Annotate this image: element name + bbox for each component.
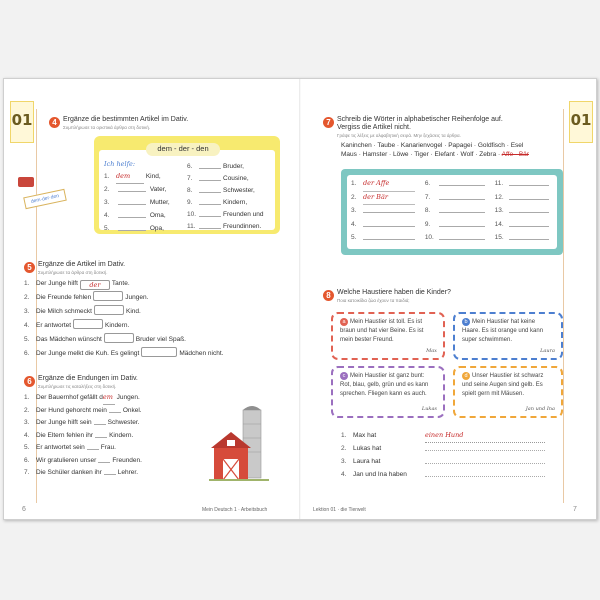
answer-field[interactable] xyxy=(425,442,545,451)
answer-field[interactable]: der xyxy=(80,280,110,290)
answer-field[interactable] xyxy=(425,455,545,464)
answer-field[interactable] xyxy=(363,218,415,227)
ex7-row-4: 4. 9. 14. xyxy=(351,218,555,232)
answer-field[interactable]: em xyxy=(103,391,115,405)
lesson-tab-left: 01 xyxy=(10,101,34,143)
footer-right: Lektion 01 · die Tierwelt xyxy=(313,507,366,513)
answer-field[interactable] xyxy=(363,204,415,213)
answer-field[interactable] xyxy=(439,177,485,186)
ex5-item-6: 6. Der Junge melkt die Kuh. Es gelingt Mädchen nicht. xyxy=(24,347,284,361)
ex4-item-4: 4. Oma, xyxy=(104,209,184,222)
ex5-item-5: 5. Das Mädchen wünscht Bruder viel Spaß. xyxy=(24,333,284,347)
answer-field[interactable] xyxy=(141,347,177,357)
exercise-4-col2 xyxy=(187,160,279,232)
barn-illustration xyxy=(209,404,274,484)
pet-card-a: a Mein Haustier ist toll. Es ist braun und hat vier Beine. Es ist mein bester Freund. Max xyxy=(331,312,445,360)
answer-field[interactable] xyxy=(93,291,123,301)
signpost-illustration xyxy=(12,175,70,209)
exercise-6-number: 6 xyxy=(24,376,35,387)
answer-field[interactable] xyxy=(118,209,146,218)
ex8-answer-4: 4. Jan und Ina haben xyxy=(341,468,561,481)
ex6-item-3: 3. Der Junge hilft sein Schwester. xyxy=(24,416,204,429)
answer-field[interactable] xyxy=(439,231,485,240)
ex5-item-3: 3. Die Milch schmeckt Kind. xyxy=(24,305,284,319)
left-page xyxy=(4,79,299,519)
pet-card-d: d Unser Haustier ist schwarz und seine Augen sind gelb. Es spielt gern mit Mäusen. Jan und Ina xyxy=(453,366,563,418)
answer-field[interactable]: der Affe xyxy=(363,177,415,192)
exercise-5-list xyxy=(24,277,284,361)
exercise-8-number: 8 xyxy=(323,290,334,301)
answer-field[interactable] xyxy=(439,204,485,213)
answer-field[interactable] xyxy=(509,177,549,186)
word-bank: Kaninchen · Taube · Kanarienvogel · Papagei · Goldfisch · Esel Maus · Hamster · Löwe · Tiger · Elefant · Wolf · Zebra · Affe · Bär xyxy=(341,142,529,158)
right-page xyxy=(301,79,596,519)
exercise-4-number: 4 xyxy=(49,117,60,128)
answer-field[interactable] xyxy=(509,191,549,200)
ex6-item-7: 7. Die Schüler danken ihr Lehrer. xyxy=(24,466,204,479)
page-number-right: 7 xyxy=(573,506,577,513)
page-number-left: 6 xyxy=(22,506,26,513)
answer-field[interactable] xyxy=(199,184,221,193)
exercise-5-subtitle: Συμπλήρωσε τα άρθρα στη δοτική. xyxy=(38,270,108,275)
answer-field[interactable] xyxy=(98,454,110,463)
ex6-item-1: 1. Der Bauernhof gefällt dem Jungen. xyxy=(24,391,204,404)
answer-field[interactable] xyxy=(95,429,107,438)
ex4-item-3: 3. Mutter, xyxy=(104,196,184,209)
ex4-item-8: 8. Schwester, xyxy=(187,184,279,196)
ex4-item-2: 2. Vater, xyxy=(104,183,184,196)
exercise-8-answers xyxy=(341,429,561,481)
answer-field[interactable]: einen Hund xyxy=(425,429,545,443)
ex6-item-4: 4. Die Eltern fehlen ihr Kindern. xyxy=(24,429,204,442)
exercise-7-subtitle: Γράψε τις λέξεις με αλφαβητική σειρά. Μην ξεχάσεις τα άρθρα. xyxy=(337,133,461,138)
ex5-item-2: 2. Die Freunde fehlen Jungen. xyxy=(24,291,284,305)
ex5-item-4: 4. Er antwortet Kindern. xyxy=(24,319,284,333)
answer-field[interactable] xyxy=(425,468,545,477)
ex4-item-5: 5. Opa, xyxy=(104,222,184,235)
margin-line xyxy=(563,109,564,503)
ex4-item-9: 9. Kindern, xyxy=(187,196,279,208)
answer-field[interactable] xyxy=(104,466,116,475)
ex6-item-6: 6. Wir gratulieren unser Freunden. xyxy=(24,454,204,467)
answer-field[interactable]: dem xyxy=(116,170,144,184)
answer-field[interactable] xyxy=(118,183,146,192)
exercise-4-col1 xyxy=(104,159,184,235)
exercise-7-title-line2: Vergiss die Artikel nicht. xyxy=(337,124,411,131)
answer-field[interactable] xyxy=(509,204,549,213)
exercise-4-title: Ergänze die bestimmten Artikel im Dativ. xyxy=(63,116,189,123)
exercise-4-subtitle: Συμπλήρωσε τα οριστικά άρθρα στη δοτική. xyxy=(63,125,151,130)
answer-field[interactable] xyxy=(87,441,99,450)
answer-field[interactable] xyxy=(439,191,485,200)
exercise-6-subtitle: Συμπλήρωσε τις καταλήξεις στη δοτική. xyxy=(38,384,117,389)
ordering-table xyxy=(351,177,555,245)
ex7-row-3: 3. 8. 13. xyxy=(351,204,555,218)
answer-field[interactable]: der Bär xyxy=(363,191,415,206)
ex5-item-1: 1. Der Junge hilft der Tante. xyxy=(24,280,130,289)
answer-field[interactable] xyxy=(94,305,124,315)
article-options: dem - der - den xyxy=(146,143,220,156)
ex6-item-5: 5. Er antwortet sein Frau. xyxy=(24,441,204,454)
exercise-5-title: Ergänze die Artikel im Dativ. xyxy=(38,261,126,268)
ex8-answer-3: 3. Laura hat xyxy=(341,455,561,468)
ex4-item-10: 10. Freunden und xyxy=(187,208,279,220)
pet-card-c: c Mein Haustier ist ganz bunt: Rot, blau, gelb, grün und es kann sprechen. Fliegen kann es auch. Lukas xyxy=(331,366,445,418)
hint-text: Ich helfe: xyxy=(104,160,136,168)
answer-field[interactable] xyxy=(109,404,121,413)
answer-field[interactable] xyxy=(199,160,221,169)
ex7-row-1: 1. der Affe 6. 11. xyxy=(351,177,555,191)
answer-field[interactable] xyxy=(199,208,221,217)
answer-field[interactable] xyxy=(94,416,106,425)
workbook-spread xyxy=(3,78,597,520)
ex4-item-6: 6. Bruder, xyxy=(187,160,279,172)
exercise-6-list xyxy=(24,391,204,479)
answer-field[interactable] xyxy=(363,231,415,240)
lesson-tab-right: 01 xyxy=(569,101,593,143)
ex4-item-11: 11. Freundinnen. xyxy=(187,220,279,232)
exercise-8-subtitle: Ποια κατοικίδια ζώα έχουν τα παιδιά; xyxy=(337,298,410,303)
answer-field[interactable] xyxy=(439,218,485,227)
exercise-7-title-line1: Schreib die Wörter in alphabetischer Reihenfolge auf. xyxy=(337,116,503,123)
ex7-row-5: 5. 10. 15. xyxy=(351,231,555,245)
exercise-5-number: 5 xyxy=(24,262,35,273)
answer-field[interactable] xyxy=(118,196,146,205)
answer-field[interactable] xyxy=(509,231,549,240)
exercise-7-number: 7 xyxy=(323,117,334,128)
footer-left: Mein Deutsch 1 · Arbeitsbuch xyxy=(202,507,268,513)
ex6-item-2: 2. Der Hund gehorcht mein Onkel. xyxy=(24,404,204,417)
exercise-8-title: Welche Haustiere haben die Kinder? xyxy=(337,289,451,296)
ex4-item-1: 1. dem Kind, xyxy=(104,170,184,183)
answer-field[interactable] xyxy=(73,319,103,329)
pet-card-b: b Mein Haustier hat keine Haare. Es ist orange und kann super schwimmen. Laura xyxy=(453,312,563,360)
crossed-words: Affe · Bär xyxy=(501,151,529,158)
answer-field[interactable] xyxy=(199,196,221,205)
answer-field[interactable] xyxy=(509,218,549,227)
sign-board: dem·der·den xyxy=(23,189,67,209)
ex8-answer-2: 2. Lukas hat xyxy=(341,442,561,455)
answer-field[interactable] xyxy=(118,222,146,231)
answer-field[interactable] xyxy=(199,220,221,229)
answer-field[interactable] xyxy=(199,172,221,181)
ex7-row-2: 2. der Bär 7. 12. xyxy=(351,191,555,205)
barn-icon xyxy=(18,177,34,187)
ex4-item-7: 7. Cousine, xyxy=(187,172,279,184)
answer-field[interactable] xyxy=(104,333,134,343)
ex8-answer-1: 1. Max hat einen Hund xyxy=(341,429,561,442)
exercise-6-title: Ergänze die Endungen im Dativ. xyxy=(38,375,138,382)
